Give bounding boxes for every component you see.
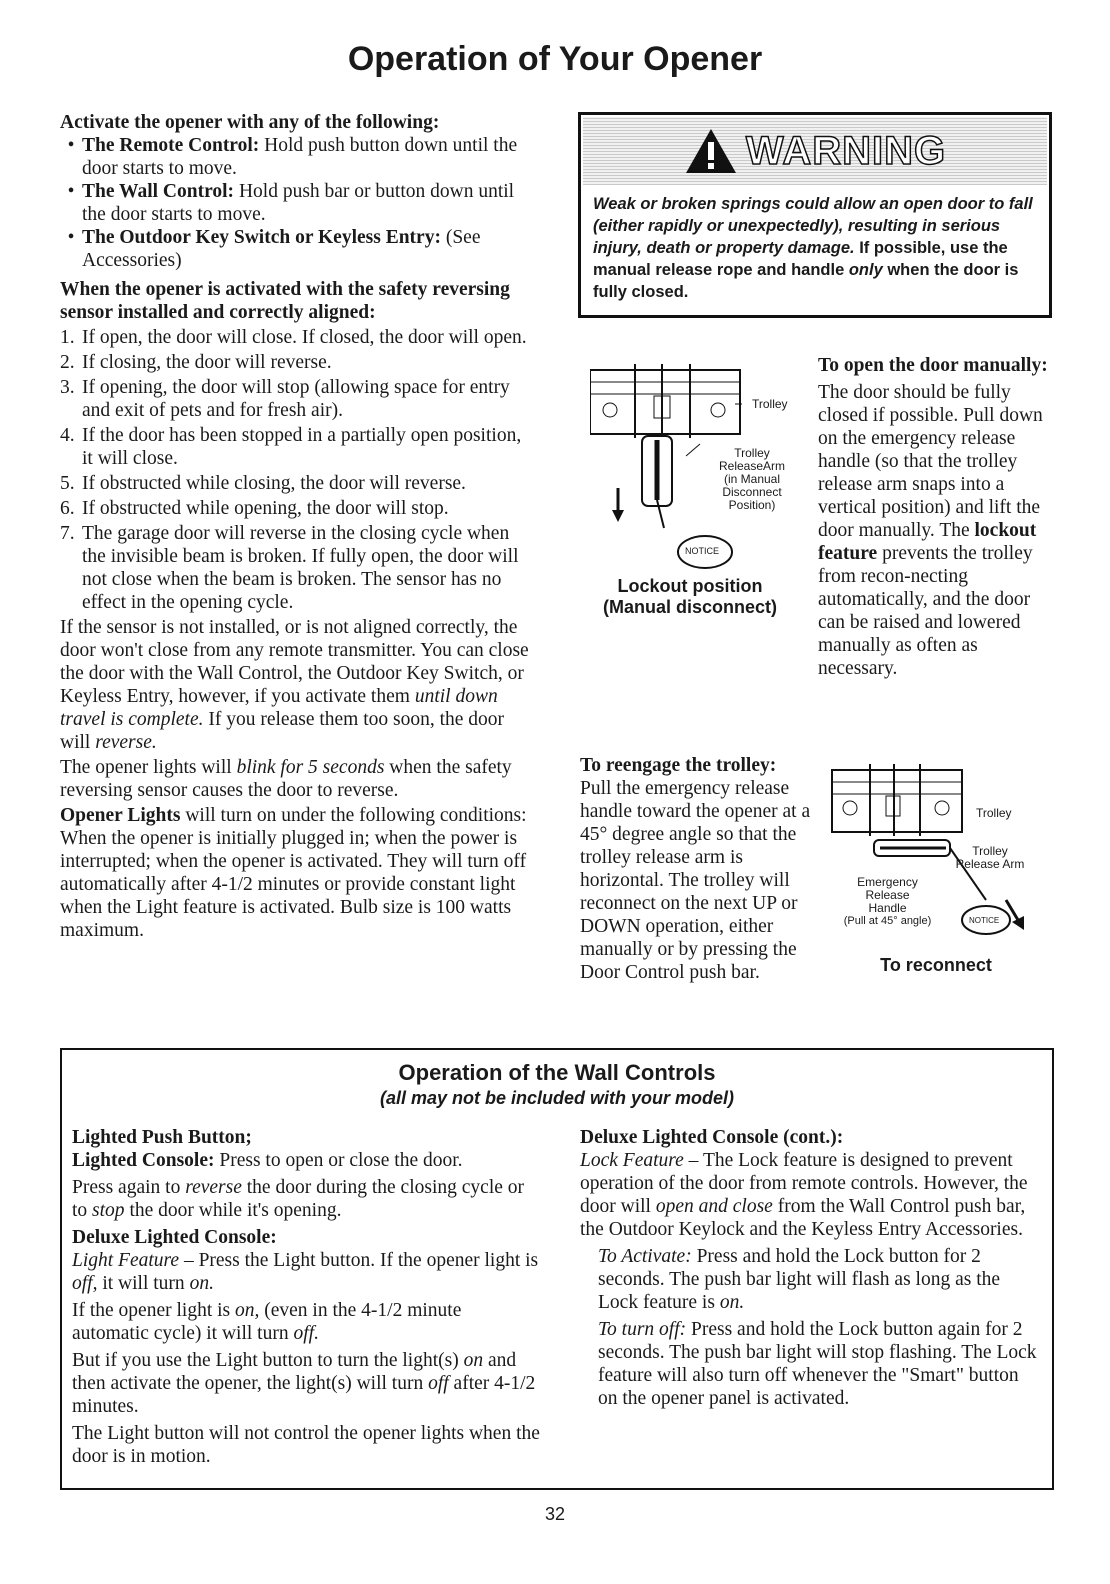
list-item: 1. If open, the door will close. If closed, the door will open. [60,327,527,348]
trolley-release-arm-label: Trolley Release Arm [955,844,1025,871]
opener-lights-paragraph: Opener Lights will turn on under the following conditions: When the opener is initially plugged in; when the power is interrupted; when the opener is activated. They will turn off automatically after 4-1/2 minutes or provide constant light when the Light feature is activated. Bulb size is 100 watts maximum. [60,805,527,941]
motion-text: The Light button will not control the opener lights when the door is in motion. [72,1423,540,1467]
notice-tag-2 [960,902,1012,943]
light-on-text: If the opener light is on, (even in the 4-1/2 minute automatic cycle) it will turn off. [72,1300,462,1344]
list-item: 5. If obstructed while closing, the door will reverse. [60,473,466,494]
trolley-label: Trolley [752,397,788,411]
lighted-push-heading: Lighted Push Button; [72,1127,252,1148]
sensor-not-installed: If the sensor is not installed, or is not aligned correctly, the door won't close from any remote transmitter. You can close the door with the Wall Control, the Outdoor Key Switch, or Keyless Entry, however, if you activate them until down travel is complete. If you release them too soon, the door will reverse. [60,617,529,753]
open-manually-text: The door should be fully closed if possible. Pull down on the emergency release handle (so that the trolley release arm snaps into a vertical position) and lift the door manually. The lockout feature prevents the trolley from recon-necting automatically, and the door can be raised and lowered manually as often as necessary. [818,382,1043,679]
reengage-section [580,754,820,984]
to-activate-text: To Activate: Press and hold the Lock button for 2 seconds. The push bar light will flash as long as the Lock feature is on. [598,1246,1001,1313]
trolley-release-arm-label: Trolley ReleaseArm (in Manual Disconnect Position) [718,446,786,512]
lock-feature-text: Lock Feature – The Lock feature is designed to prevent operation of the door from remote controls. However, the door will open and close from the Wall Control push bar, the Outdoor Keylock and the Keyless Entry Accessories. [580,1150,1028,1240]
reconnect-caption: To reconnect [880,955,992,975]
activate-heading: Activate the opener with any of the following: [60,112,440,133]
press-again-text: Press again to reverse the door during the closing cycle or to stop the door while it's opening. [72,1177,525,1221]
warning-box [578,112,1052,318]
list-item: • The Wall Control: Hold push bar or button down until the door starts to move. [67,181,515,225]
warning-text: Weak or broken springs could allow an open door to fall (either rapidly or unexpectedly), resulting in serious injury, death or property damage. If possible, use the manual release rope and handle only when the door is fully closed. [593,195,1033,301]
deluxe-heading: Deluxe Lighted Console: [72,1227,277,1248]
wall-right-column [580,1126,1042,1410]
wall-left-column [72,1126,540,1468]
to-turn-off-text: To turn off: Press and hold the Lock button again for 2 seconds. The push bar light will stop flashing. The Lock feature will also turn off whenever the "Smart" button on the opener panel is activated. [598,1319,1037,1409]
blink-paragraph: The opener lights will blink for 5 seconds when the safety reversing sensor causes the door to reverse. [60,757,512,801]
emergency-release-handle-label: Emergency Release Handle (Pull at 45° angle) [843,875,932,927]
reengage-text: Pull the emergency release handle toward the opener at a 45° degree angle so that the trolley release arm is horizontal. The trolley will reconnect on the next UP or DOWN operation, either manually or by pressing the Door Control push bar. [580,778,811,983]
list-item: • The Remote Control: Hold push button down until the door starts to move. [67,135,518,179]
notice-text: NOTICE [969,916,1000,925]
deluxe-cont-heading: Deluxe Lighted Console (cont.): [580,1127,844,1148]
notice-tag [676,532,734,577]
open-manually-heading: To open the door manually: [818,355,1048,376]
warning-label: WARNING [745,128,947,173]
open-manually-section [818,354,1056,680]
notice-text: NOTICE [685,546,720,556]
light-feature-text: Light Feature – Press the Light button. If the opener light is off, it will turn on. [72,1250,539,1294]
trolley-label: Trolley [976,806,1012,820]
left-column [60,111,532,942]
page-title: Operation of Your Opener [347,40,763,78]
list-item: 7. The garage door will reverse in the closing cycle when the invisible beam is broken. If fully open, the door will not close when the beam is broken. The sensor has no effect in the opening cycle. [60,523,519,613]
list-item: 6. If obstructed while opening, the door will stop. [60,498,449,519]
reengage-heading: To reengage the trolley: [580,755,777,776]
wall-controls-subtitle: (all may not be included with your model) [379,1088,735,1108]
wall-controls-title: Operation of the Wall Controls [398,1060,716,1085]
warning-header [583,117,1047,185]
list-item: • The Outdoor Key Switch or Keyless Entry: (See Accessories) [67,227,481,271]
but-text: But if you use the Light button to turn the light(s) on and then activate the opener, the light(s) will turn off after 4-1/2 minutes. [72,1350,536,1417]
sensor-heading: When the opener is activated with the safety reversing sensor installed and correctly aligned: [60,279,510,323]
list-item: 4. If the door has been stopped in a partially open position, it will close. [60,425,522,469]
warning-triangle-icon [684,127,738,175]
wall-controls-box [60,1048,1054,1490]
page-number: 32 [544,1504,566,1524]
lockout-caption: Lockout position (Manual disconnect) [602,576,777,617]
lighted-console: Lighted Console: Press to open or close the door. [72,1150,463,1171]
list-item: 2. If closing, the door will reverse. [60,352,332,373]
list-item: 3. If opening, the door will stop (allowing space for entry and exit of pets and for fresh air). [60,377,510,421]
